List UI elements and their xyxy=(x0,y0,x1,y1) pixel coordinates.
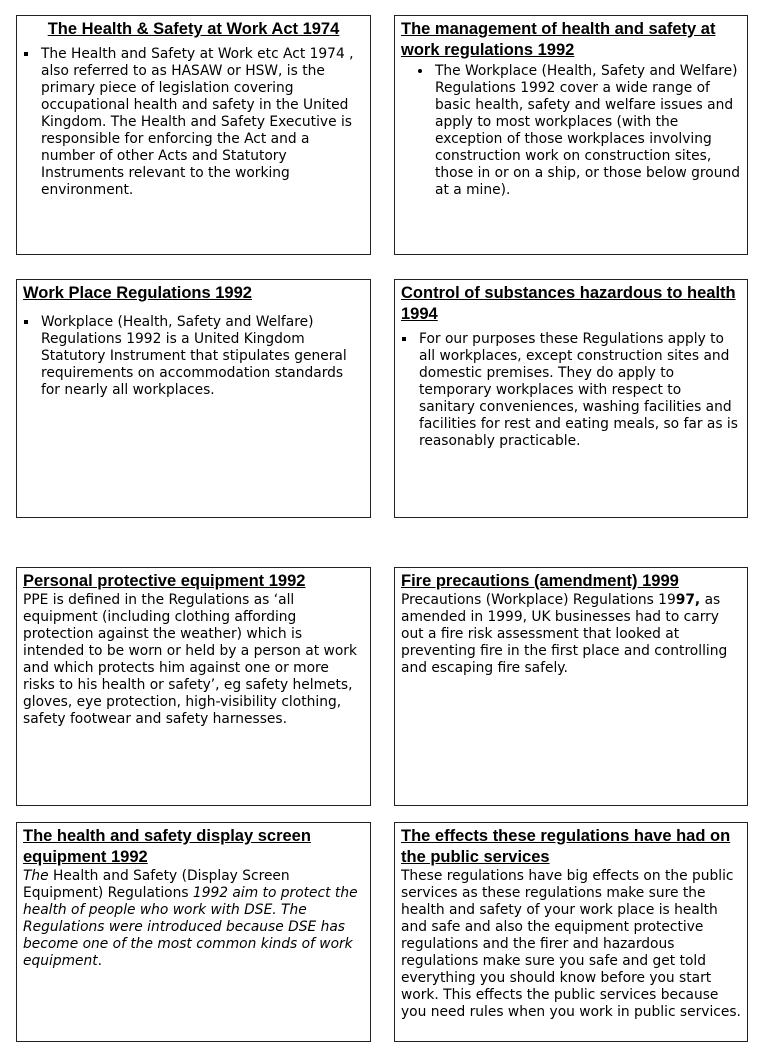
card-bullet: ▪ Workplace (Health, Safety and Welfare) Regulations 1992 is a United Kingdom Statutory Instrument that stipulates general requirements on accommodation standards for nearly all workplaces. xyxy=(39,314,364,399)
card-bullet: • The Workplace (Health, Safety and Welfare) Regulations 1992 cover a wide range of basic health, safety and welfare issues and apply to most workplaces (with the exception of those workplaces involving construction work on construction sites, those in or on a ship, or those below ground at a mine). xyxy=(433,63,741,199)
card-body-italic: 1992 aim to protect the health of people who work with DSE. The Regulations were introduced because DSE has become one of the most common kinds of work equipment xyxy=(23,885,358,969)
card-bullet: ▪ For our purposes these Regulations apply to all workplaces, except construction sites and domestic premises. They do apply to temporary workplaces with respect to sanitary conveniences, washing facilities and facilities for rest and eating meals, so far as is reasonably practicable. xyxy=(417,331,741,450)
card-body: These regulations have big effects on the public services as these regulations make sure the health and safety of your work place is health and safe and also the equipment protective regulations and the firer and hazardous regulations make sure you safe and get told everything you should know before you start work. This effects the public services because you need rules when you work in public services. xyxy=(401,868,741,1020)
card-body-part: Precautions (Workplace) Regulations 19 xyxy=(401,592,676,608)
card-body xyxy=(401,592,741,677)
card-body-italic: The xyxy=(23,868,49,884)
card-title: Personal protective equipment 1992 xyxy=(23,572,306,590)
card-title: Fire precautions (amendment) 1999 xyxy=(401,572,679,590)
card-body xyxy=(23,868,364,970)
card-bullet-list xyxy=(401,63,741,199)
card-coshh-1994 xyxy=(394,279,748,518)
card-bullet: ▪ The Health and Safety at Work etc Act 1974 , also referred to as HASAW or HSW, is the primary piece of legislation covering occupational health and safety in the United Kingdom. The Health and Safety Executive is responsible for enforcing the Act and a number of other Acts and Statutory Instruments relevant to the working environment. xyxy=(39,46,364,199)
card-body-part: as amended in 1999, UK businesses had to carry out a fire risk assessment that looked at preventing fire in the first place and controlling and escaping fire safely. xyxy=(401,592,728,676)
card-ppe-1992 xyxy=(16,567,371,806)
card-display-screen-equipment-1992 xyxy=(16,822,371,1042)
card-hasaw-1974 xyxy=(16,15,371,255)
card-bullet-list xyxy=(401,331,741,450)
card-bullet-list xyxy=(23,314,364,399)
card-management-regulations-1992 xyxy=(394,15,748,255)
card-workplace-regulations-1992 xyxy=(16,279,371,518)
card-title: The Health & Safety at Work Act 1974 xyxy=(47,20,340,38)
card-body-bold: 97, xyxy=(675,592,701,608)
card-title: The effects these regulations have had on the public services xyxy=(401,827,731,866)
card-title: The management of health and safety at work regulations 1992 xyxy=(401,20,716,59)
card-effects-on-public-services xyxy=(394,822,748,1042)
card-title: The health and safety display screen equipment 1992 xyxy=(23,827,311,866)
card-body-part: . xyxy=(97,953,103,969)
card-bullet-list xyxy=(23,46,364,199)
card-body-part: Health and Safety (Display Screen Equipment) Regulations xyxy=(23,868,290,901)
card-fire-precautions-1999 xyxy=(394,567,748,806)
card-title: Work Place Regulations 1992 xyxy=(23,284,252,302)
card-body: PPE is defined in the Regulations as ‘all equipment (including clothing affording protection against the weather) which is intended to be worn or held by a person at work and which protects him against one or more risks to his health or safety’, eg safety helmets, gloves, eye protection, high-visibility clothing, safety footwear and safety harnesses. xyxy=(23,592,357,727)
card-title: Control of substances hazardous to health 1994 xyxy=(401,284,736,323)
